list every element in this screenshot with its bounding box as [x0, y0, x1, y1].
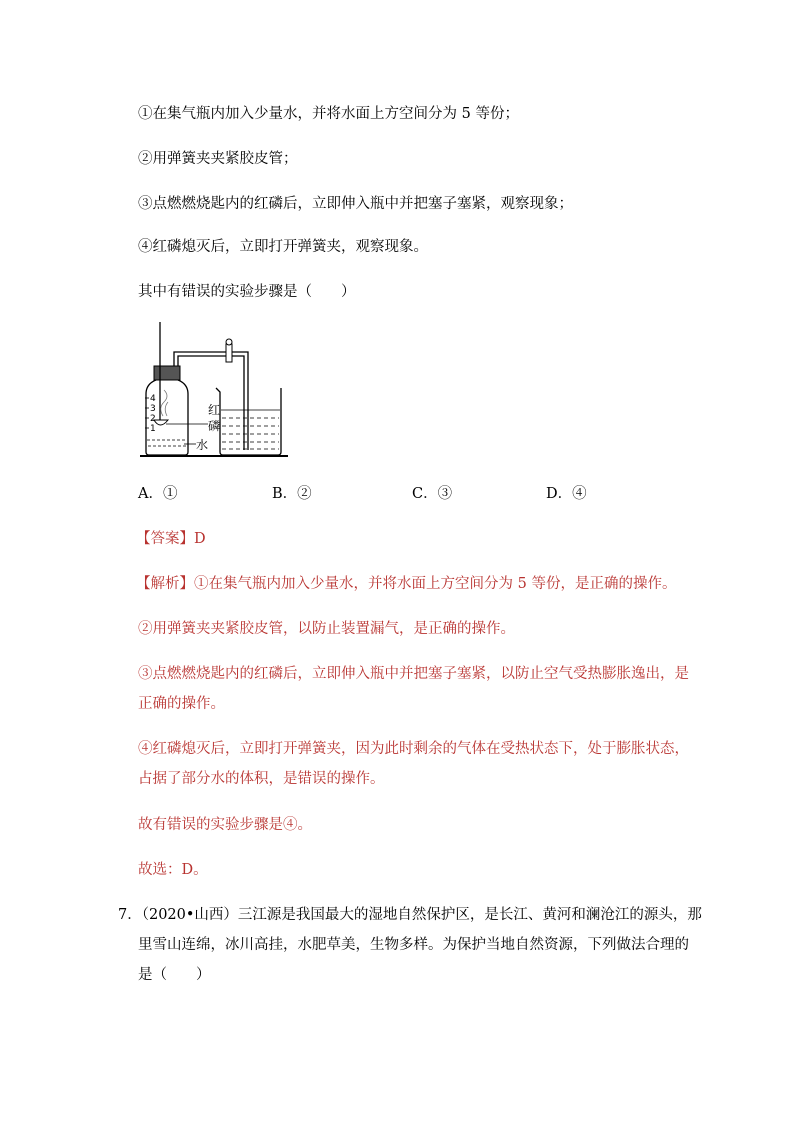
- analysis-tag: 【解析】: [136, 576, 194, 592]
- answer-line: [136, 529, 206, 549]
- analysis-line-5: ④红磷熄灭后，立即打开弹簧夹，因为此时剩余的气体在受热状态下，处于膨胀状态，: [138, 741, 689, 757]
- apparatus-diagram: [138, 322, 290, 464]
- step-2: ②用弹簧夹夹紧胶皮管；: [138, 151, 298, 167]
- label-water: 水: [196, 438, 209, 452]
- option-b: B．②: [272, 486, 312, 502]
- option-d: D．④: [546, 486, 587, 502]
- label-lin: 磷: [208, 419, 221, 433]
- option-a: A．①: [138, 486, 178, 502]
- scale-label-1: 1: [150, 424, 156, 434]
- scale-label-2: 2: [150, 414, 156, 424]
- label-hong: 红: [208, 403, 221, 417]
- answer-tag: 【答案】: [136, 531, 194, 547]
- question-7-line-2: 里雪山连绵，冰川高挂，水肥草美，生物多样。为保护当地自然资源，下列做法合理的: [138, 937, 689, 953]
- option-c: C．③: [412, 486, 453, 502]
- analysis-line-8: 故选：D。: [138, 862, 208, 878]
- analysis-line-2: ②用弹簧夹夹紧胶皮管，以防止装置漏气，是正确的操作。: [138, 621, 515, 637]
- scale-label-3: 3: [150, 404, 156, 414]
- question-7-line-1: 7．（2020•山西）三江源是我国最大的湿地自然保护区，是长江、黄河和澜沧江的源头，那: [118, 907, 702, 923]
- step-3: ③点燃燃烧匙内的红磷后，立即伸入瓶中并把塞子塞紧，观察现象；: [138, 196, 573, 212]
- step-4: ④红磷熄灭后，立即打开弹簧夹，观察现象。: [138, 239, 428, 255]
- question-7-line-3: 是（ ）: [138, 967, 211, 983]
- scale-label-4: 4: [150, 394, 156, 404]
- analysis-line-4: 正确的操作。: [138, 696, 225, 712]
- analysis-line-1: [136, 574, 676, 594]
- step-1: ①在集气瓶内加入少量水，并将水面上方空间分为 5 等份；: [138, 106, 519, 122]
- question-text: 其中有错误的实验步骤是（ ）: [138, 284, 356, 300]
- analysis-line-7: 故有错误的实验步骤是④。: [138, 817, 312, 833]
- answer-value: D: [194, 531, 206, 547]
- analysis-text-1: ①在集气瓶内加入少量水，并将水面上方空间分为 5 等份，是正确的操作。: [194, 576, 677, 592]
- analysis-line-3: ③点燃燃烧匙内的红磷后，立即伸入瓶中并把塞子塞紧，以防止空气受热膨胀逸出，是: [138, 666, 689, 682]
- analysis-line-6: 占据了部分水的体积，是错误的操作。: [138, 771, 385, 787]
